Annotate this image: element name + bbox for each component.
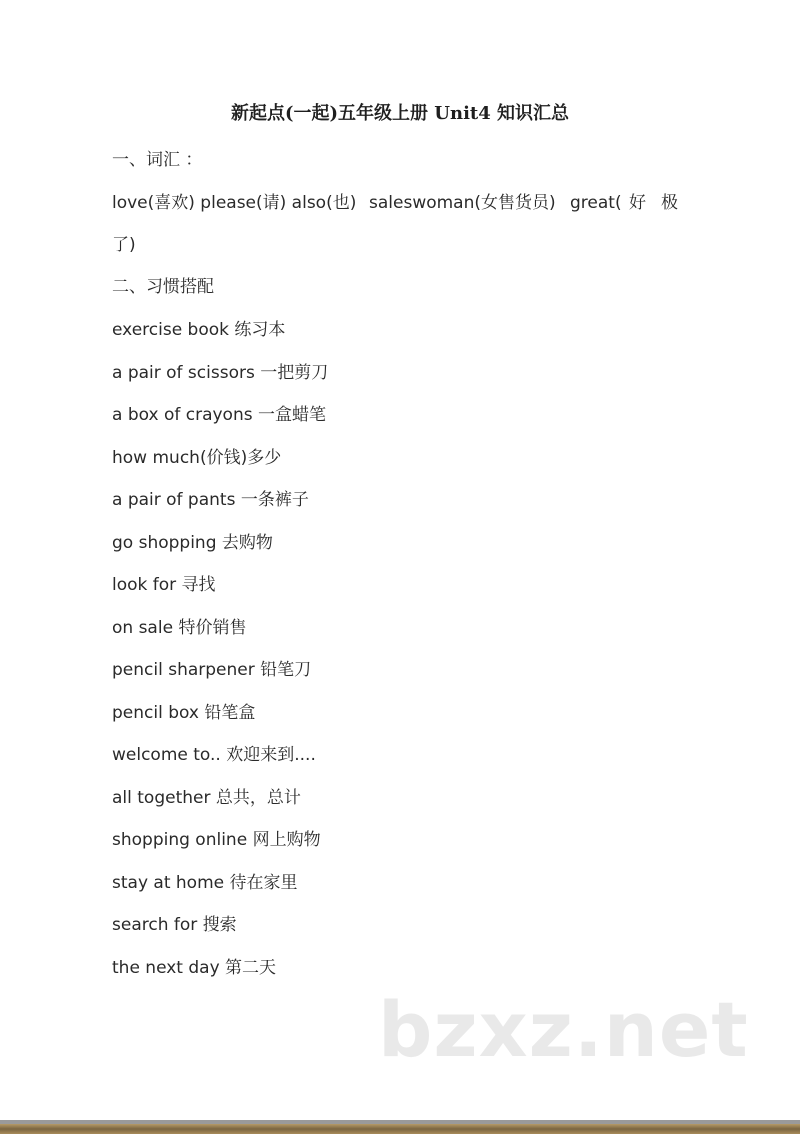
vocabulary-line-continued: 了) xyxy=(112,235,136,255)
phrase-item: on sale 特价销售 xyxy=(112,618,247,638)
phrase-item: pencil sharpener 铅笔刀 xyxy=(112,660,312,680)
phrase-item: pencil box 铅笔盒 xyxy=(112,703,256,723)
page-bottom-border xyxy=(0,1120,800,1134)
section-heading-vocabulary: 一、词汇 ： xyxy=(112,150,203,170)
phrase-item: shopping online 网上购物 xyxy=(112,830,321,850)
phrase-item: a pair of pants 一条裤子 xyxy=(112,490,309,510)
vocab-word-great: great( xyxy=(570,193,622,213)
phrase-item: exercise book 练习本 xyxy=(112,320,286,340)
phrase-item: look for 寻找 xyxy=(112,575,216,595)
phrase-item: how much(价钱)多少 xyxy=(112,448,282,468)
phrase-item: all together 总共，总计 xyxy=(112,788,301,808)
vocab-word-great-meaning-1: 好 xyxy=(629,193,646,213)
vocab-words-1: love(喜欢) please(请) also(也) xyxy=(112,193,357,213)
phrase-item: go shopping 去购物 xyxy=(112,533,273,553)
phrase-item: search for 搜索 xyxy=(112,915,237,935)
vocab-word-great-meaning-2: 极 xyxy=(661,193,678,213)
phrase-item: welcome to.. 欢迎来到.... xyxy=(112,745,316,765)
phrase-item: stay at home 待在家里 xyxy=(112,873,298,893)
vocab-word-saleswoman: saleswoman(女售货员) xyxy=(369,193,556,213)
page-title: 新起点(一起)五年级上册 Unit4 知识汇总 xyxy=(230,103,570,124)
watermark: bzxz.net xyxy=(378,985,749,1074)
phrase-item: a pair of scissors 一把剪刀 xyxy=(112,363,329,383)
phrase-item: the next day 第二天 xyxy=(112,958,277,978)
vocabulary-line xyxy=(112,191,682,215)
section-heading-phrases: 二、习惯搭配 xyxy=(112,277,214,297)
phrase-item: a box of crayons 一盒蜡笔 xyxy=(112,405,326,425)
